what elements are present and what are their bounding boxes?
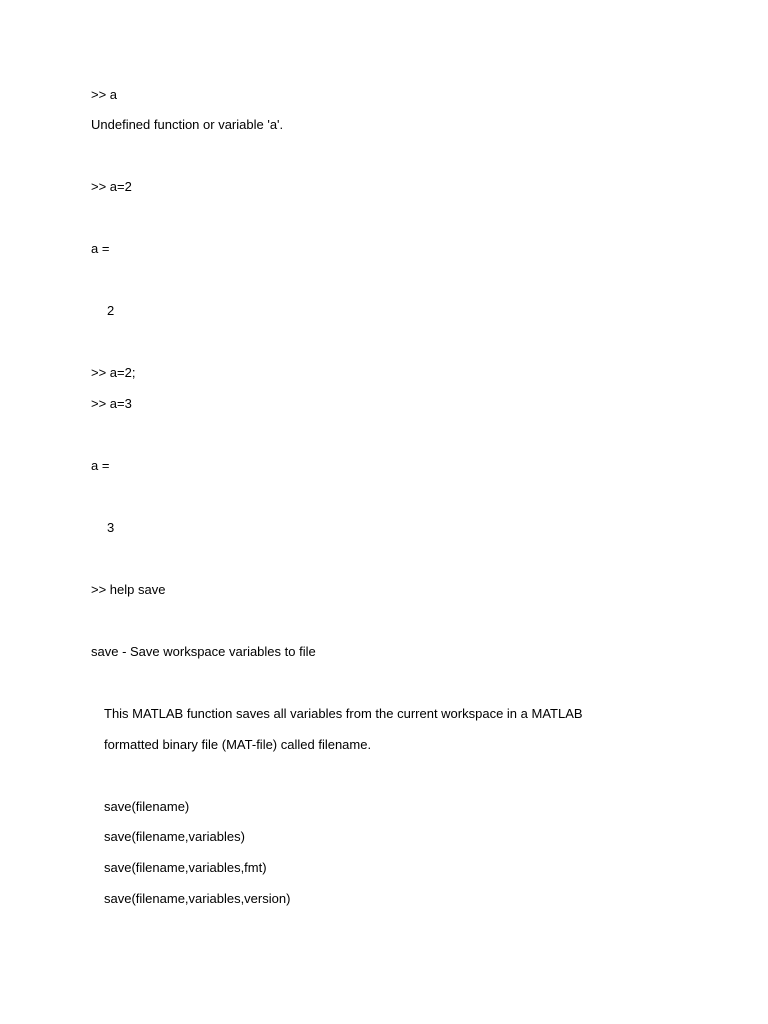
syntax-line: save(filename,variables)	[104, 829, 245, 844]
error-message: Undefined function or variable 'a'.	[91, 117, 284, 132]
output-value: 3	[107, 520, 115, 535]
output-variable-name: a =	[91, 241, 110, 256]
command-line: >> a=2;	[91, 365, 136, 380]
command-line: >> a=2	[91, 179, 132, 194]
syntax-line: save(filename,variables,version)	[104, 891, 291, 906]
syntax-line: save(filename)	[104, 799, 190, 814]
command-line: >> a	[91, 87, 118, 102]
command-line: >> a=3	[91, 396, 132, 411]
command-line: >> help save	[91, 582, 166, 597]
output-variable-name: a =	[91, 458, 110, 473]
syntax-line: save(filename,variables,fmt)	[104, 860, 267, 875]
output-value: 2	[107, 303, 115, 318]
help-title: save - Save workspace variables to file	[91, 644, 316, 659]
help-description: This MATLAB function saves all variables from the current workspace in a MATLAB	[104, 706, 583, 721]
help-description: formatted binary file (MAT-file) called filename.	[104, 737, 372, 752]
